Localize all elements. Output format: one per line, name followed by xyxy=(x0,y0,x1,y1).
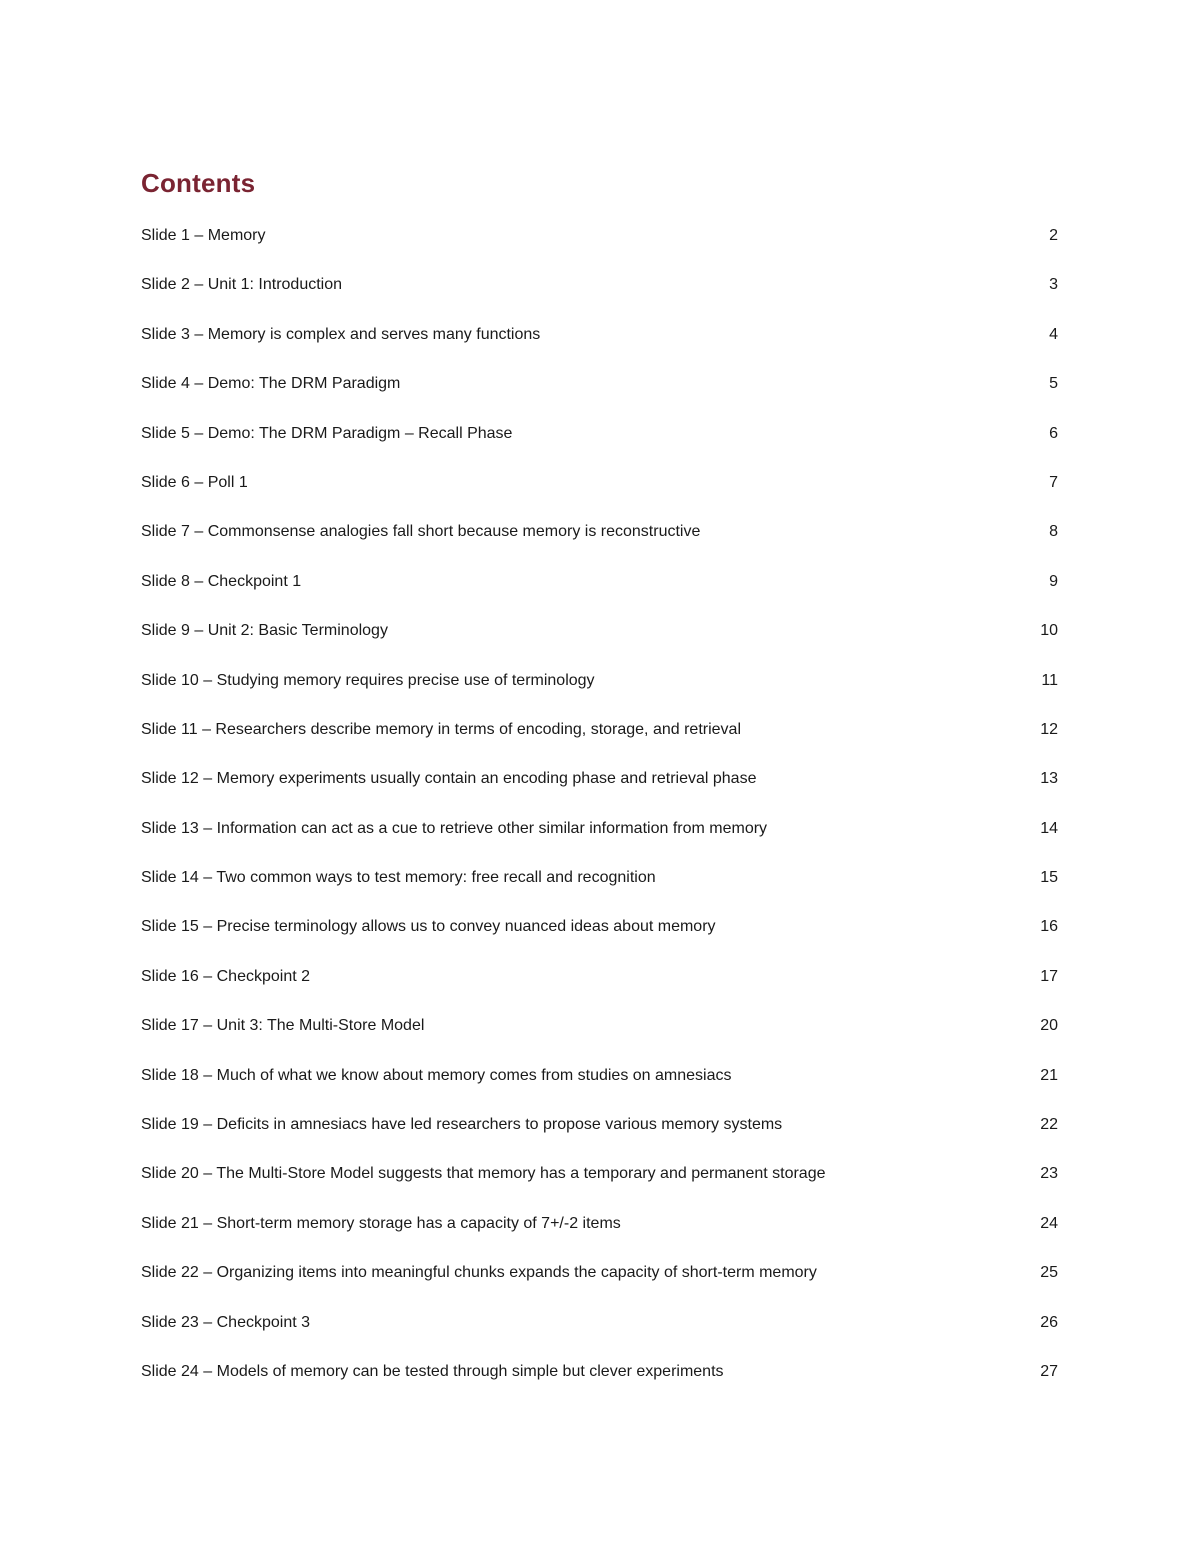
toc-entry[interactable] xyxy=(141,1358,1058,1407)
toc-entry-title: Slide 5 – Demo: The DRM Paradigm – Recall Phase xyxy=(141,424,513,442)
toc-entry-title: Slide 24 – Models of memory can be tested through simple but clever experiments xyxy=(141,1362,724,1380)
toc-entry-page-number: 22 xyxy=(1040,1116,1058,1134)
toc-entry[interactable] xyxy=(141,667,1058,716)
toc-entry-title: Slide 14 – Two common ways to test memory: free recall and recognition xyxy=(141,869,656,887)
toc-entry-title: Slide 7 – Commonsense analogies fall short because memory is reconstructive xyxy=(141,523,701,541)
toc-heading: Contents xyxy=(141,168,256,198)
toc-entry-page-number: 8 xyxy=(1049,523,1058,541)
toc-entry-title: Slide 1 – Memory xyxy=(141,227,266,244)
toc-entry[interactable] xyxy=(141,765,1058,814)
toc-entry[interactable] xyxy=(141,420,1058,469)
toc-entry[interactable] xyxy=(141,222,1058,271)
toc-entry-page-number: 12 xyxy=(1040,720,1058,738)
toc-entry[interactable] xyxy=(141,1309,1058,1358)
toc-entry-title: Slide 4 – Demo: The DRM Paradigm xyxy=(141,375,401,393)
toc-entry-page-number: 15 xyxy=(1040,869,1058,887)
toc-entry[interactable] xyxy=(141,1160,1058,1209)
toc-entry-page-number: 27 xyxy=(1040,1362,1058,1380)
toc-entry-page-number: 14 xyxy=(1040,819,1058,837)
toc-entry[interactable] xyxy=(141,864,1058,913)
toc-entry-page-number: 26 xyxy=(1040,1313,1058,1331)
toc-entry[interactable] xyxy=(141,518,1058,567)
toc-entry[interactable] xyxy=(141,321,1058,370)
toc-entry-title: Slide 23 – Checkpoint 3 xyxy=(141,1313,310,1331)
toc-entry[interactable] xyxy=(141,1111,1058,1160)
toc-entry[interactable] xyxy=(141,370,1058,419)
toc-entry-title: Slide 19 – Deficits in amnesiacs have led researchers to propose various memory systems xyxy=(141,1116,783,1134)
toc-entry-page-number: 9 xyxy=(1049,572,1058,590)
toc-entry[interactable] xyxy=(141,1012,1058,1061)
toc-entry-title: Slide 6 – Poll 1 xyxy=(141,473,248,491)
table-of-contents xyxy=(141,222,1058,1407)
toc-entry-title: Slide 15 – Precise terminology allows us to convey nuanced ideas about memory xyxy=(141,918,716,936)
toc-entry[interactable] xyxy=(141,963,1058,1012)
toc-entry-title: Slide 13 – Information can act as a cue to retrieve other similar information from memory xyxy=(141,819,768,837)
toc-entry[interactable] xyxy=(141,1259,1058,1308)
toc-entry-page-number: 3 xyxy=(1049,276,1058,294)
toc-entry-title: Slide 9 – Unit 2: Basic Terminology xyxy=(141,622,388,640)
toc-entry-title: Slide 18 – Much of what we know about memory comes from studies on amnesiacs xyxy=(141,1066,732,1084)
toc-entry-title: Slide 2 – Unit 1: Introduction xyxy=(141,276,343,294)
toc-entry-title: Slide 22 – Organizing items into meaningful chunks expands the capacity of short-term memory xyxy=(141,1264,817,1282)
toc-entry-page-number: 17 xyxy=(1040,967,1058,985)
toc-entry-title: Slide 3 – Memory is complex and serves many functions xyxy=(141,325,541,343)
toc-entry-title: Slide 12 – Memory experiments usually contain an encoding phase and retrieval phase xyxy=(141,770,757,788)
toc-entry[interactable] xyxy=(141,716,1058,765)
toc-entry-page-number: 16 xyxy=(1040,918,1058,936)
toc-entry-title: Slide 17 – Unit 3: The Multi-Store Model xyxy=(141,1017,425,1035)
toc-entry-page-number: 5 xyxy=(1049,375,1058,393)
toc-entry-page-number: 2 xyxy=(1049,227,1058,244)
toc-entry-page-number: 4 xyxy=(1049,325,1058,343)
toc-entry-page-number: 21 xyxy=(1040,1066,1058,1084)
toc-entry-title: Slide 10 – Studying memory requires precise use of terminology xyxy=(141,671,595,689)
toc-entry-page-number: 24 xyxy=(1040,1214,1058,1232)
toc-entry[interactable] xyxy=(141,815,1058,864)
toc-entry[interactable] xyxy=(141,1062,1058,1111)
toc-entry-page-number: 13 xyxy=(1040,770,1058,788)
toc-entry-title: Slide 8 – Checkpoint 1 xyxy=(141,572,302,590)
toc-entry-page-number: 10 xyxy=(1040,622,1058,640)
toc-entry[interactable] xyxy=(141,617,1058,666)
toc-entry[interactable] xyxy=(141,1210,1058,1259)
toc-entry-title: Slide 16 – Checkpoint 2 xyxy=(141,967,310,985)
toc-entry-page-number: 11 xyxy=(1041,671,1058,689)
toc-entry-page-number: 6 xyxy=(1049,424,1058,442)
toc-entry-page-number: 7 xyxy=(1049,473,1058,491)
toc-entry[interactable] xyxy=(141,469,1058,518)
toc-entry[interactable] xyxy=(141,913,1058,962)
toc-entry-title: Slide 20 – The Multi-Store Model suggests that memory has a temporary and permanent storage xyxy=(141,1165,826,1183)
toc-entry-title: Slide 11 – Researchers describe memory in terms of encoding, storage, and retrieval xyxy=(141,720,741,738)
toc-entry-page-number: 20 xyxy=(1040,1017,1058,1035)
toc-entry-page-number: 23 xyxy=(1040,1165,1058,1183)
toc-entry-title: Slide 21 – Short-term memory storage has a capacity of 7+/-2 items xyxy=(141,1214,621,1232)
toc-entry-page-number: 25 xyxy=(1040,1264,1058,1282)
toc-entry[interactable] xyxy=(141,271,1058,320)
toc-entry[interactable] xyxy=(141,568,1058,617)
